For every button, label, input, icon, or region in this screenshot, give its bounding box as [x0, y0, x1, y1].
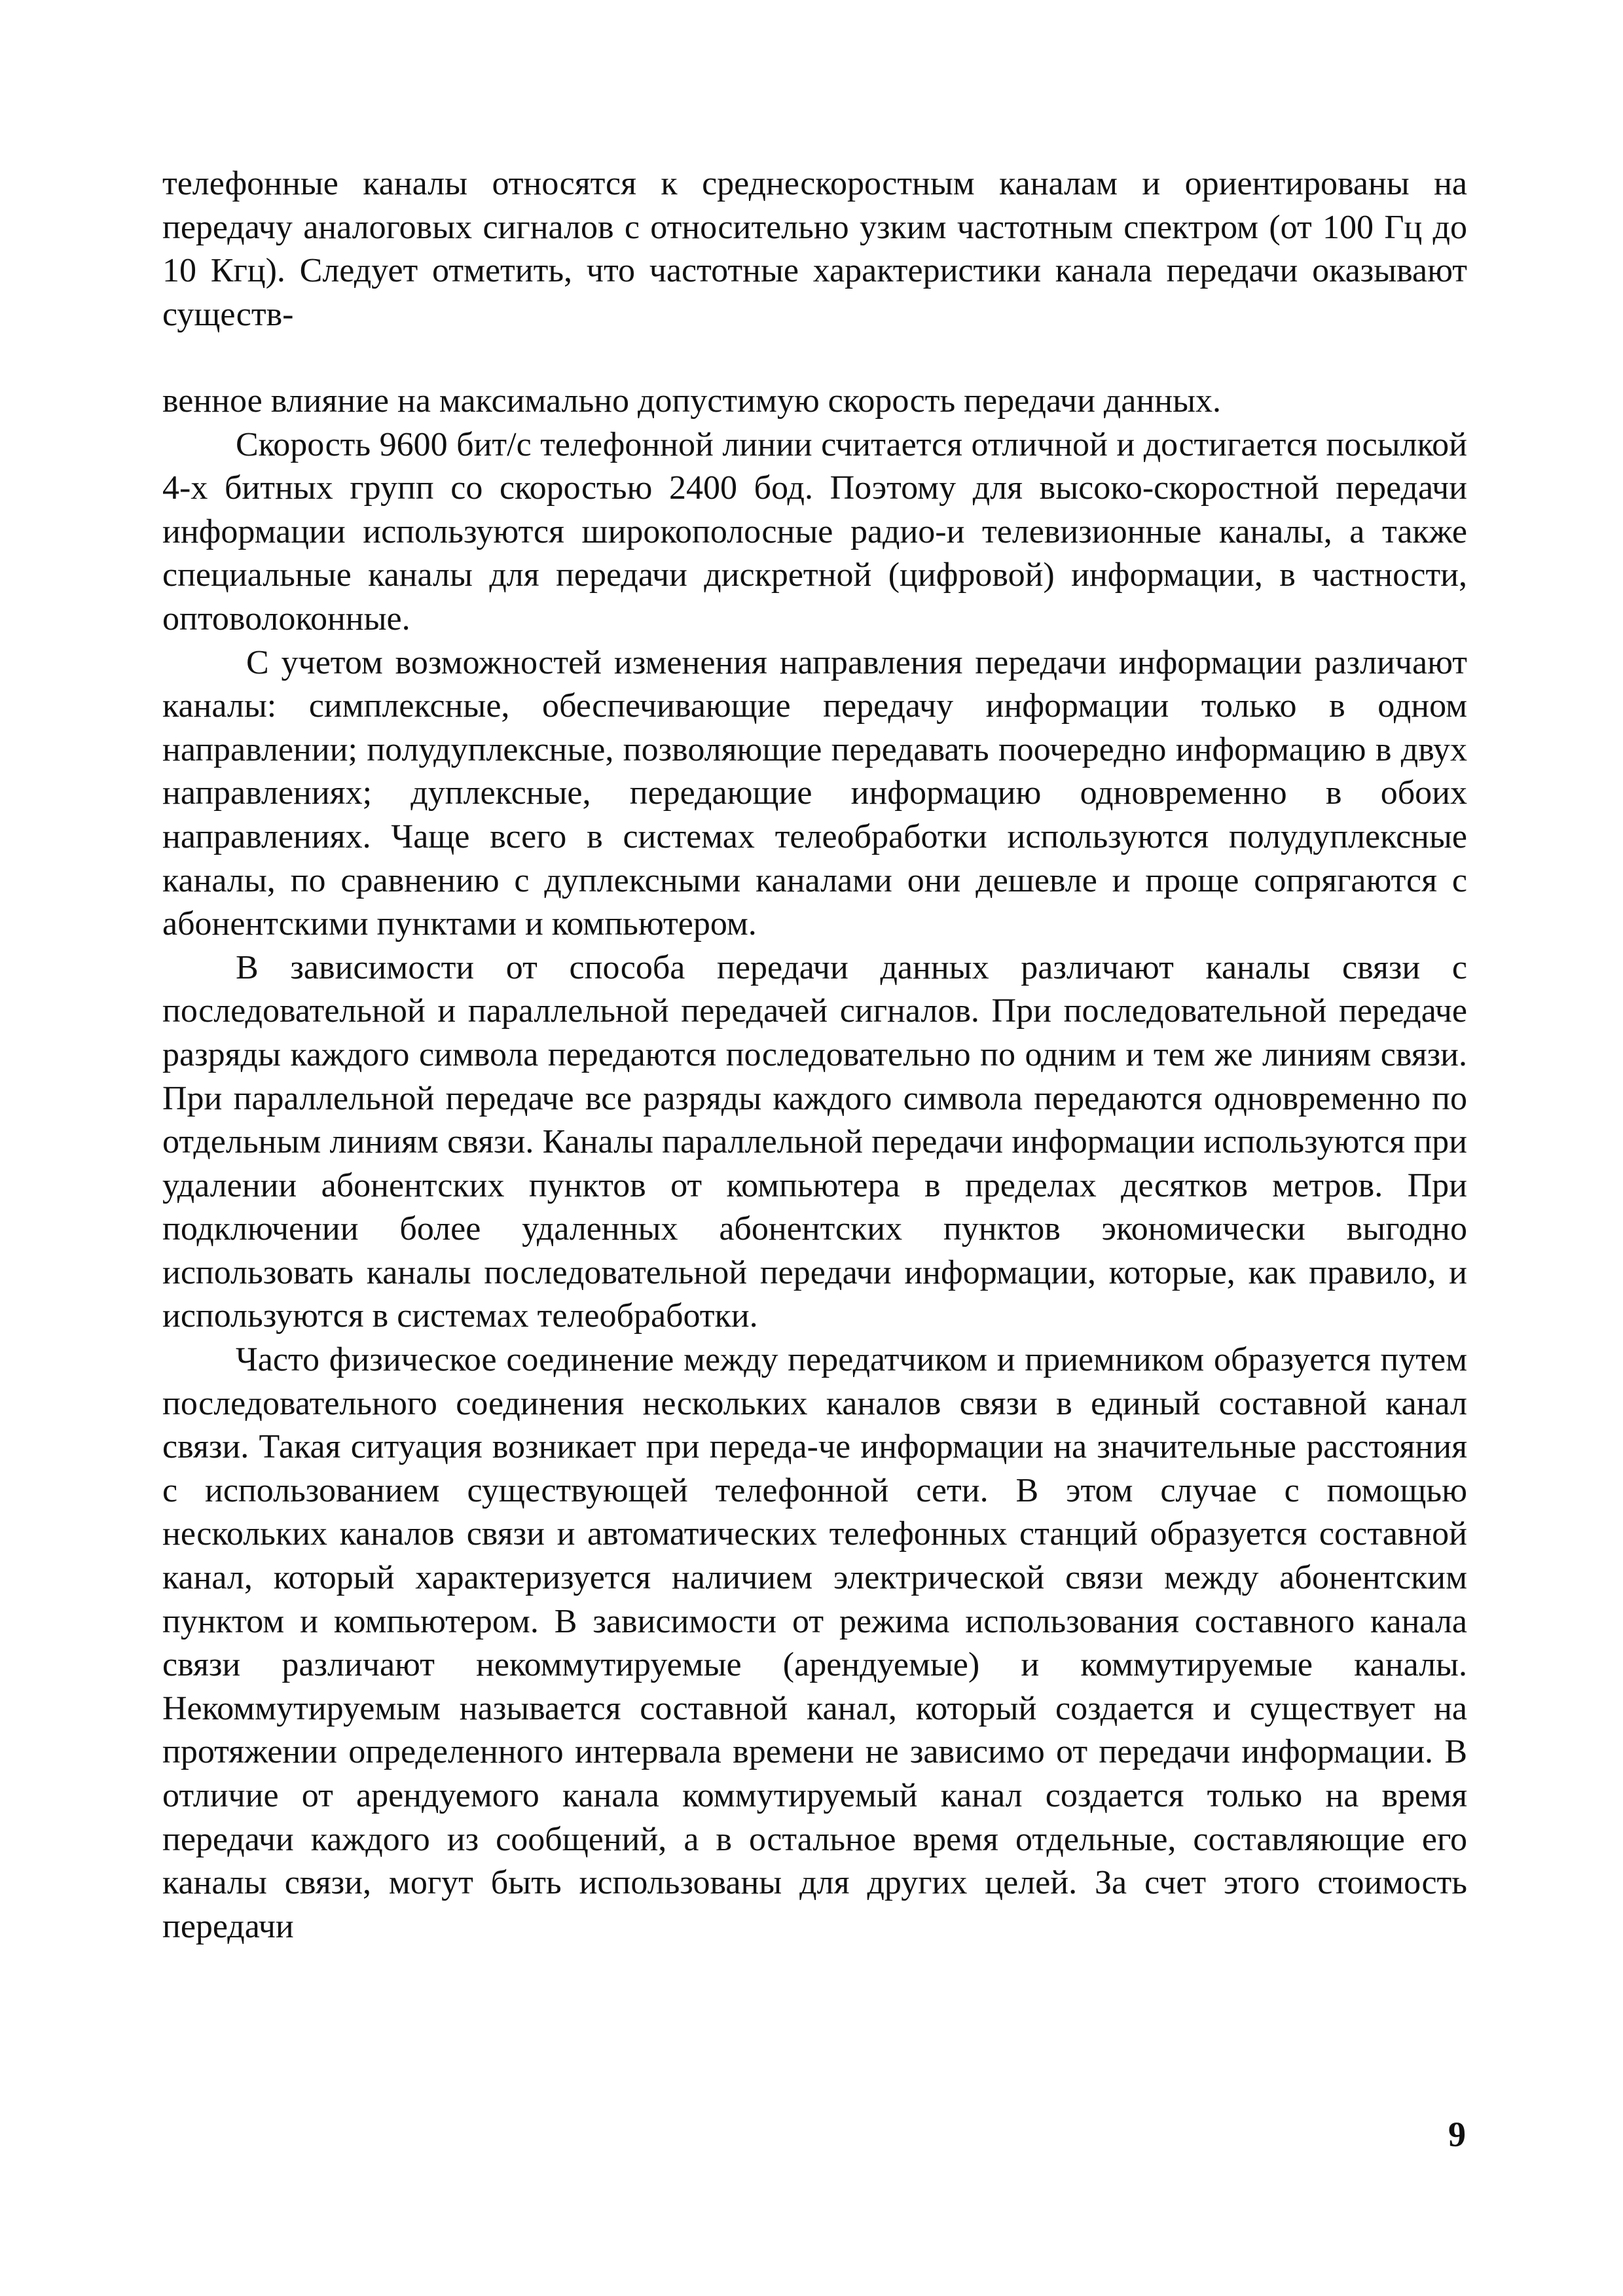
page-number: 9 — [1448, 2115, 1466, 2154]
paragraph-1: телефонные каналы относятся к среднескоростным каналам и ориентированы на передачу аналоговых сигналов с относительно узким частотным спектром (от 100 Гц до 10 Кгц). Следует отметить, что частотные характеристики канала передачи оказывают существ- — [162, 165, 1467, 333]
main-text-block — [162, 380, 1467, 1948]
paragraph-3: Скорость 9600 бит/с телефонной линии считается отличной и достигается посылкой 4-х битных групп со скоростью 2400 бод. Поэтому для высоко-скоростной передачи информации используются широкополосные радио-и телевизионные каналы, а также специальные каналы для передачи дискретной (цифровой) информации, в частности, оптоволоконные. — [162, 425, 1467, 637]
top-text-block — [162, 162, 1467, 336]
paragraph-4: С учетом возможностей изменения направления передачи информации различают каналы: симплексные, обеспечивающие передачу информации только в одном направлении; полудуплексные, позволяющие передавать поочередно информацию в двух направлениях; дуплексные, передающие информацию одновременно в обоих направлениях. Чаще всего в системах телеобработки используются полудуплексные каналы, по сравнению с дуплексными каналами они дешевле и проще сопрягаются с абонентскими пунктами и компьютером. — [162, 643, 1467, 943]
paragraph-5: В зависимости от способа передачи данных различают каналы связи с последовательной и параллельной передачей сигналов. При последовательной передаче разряды каждого символа передаются последовательно по одним и тем же линиям связи. При параллельной передаче все разряды каждого символа передаются одновременно по отдельным линиям связи. Каналы параллельной передачи информации используются при удалении абонентских пунктов от компьютера в пределах десятков метров. При подключении более удаленных абонентских пунктов экономически выгодно использовать каналы последовательной передачи информации, которые, как правило, и используются в системах телеобработки. — [162, 948, 1467, 1335]
paragraph-2: венное влияние на максимально допустимую скорость передачи данных. — [162, 382, 1222, 420]
paragraph-6: Часто физическое соединение между передатчиком и приемником образуется путем последовательного соединения нескольких каналов связи в единый составной канал связи. Такая ситуация возникает при переда-че информации на значительные расстояния с использованием существующей телефонной сети. В этом случае с помощью нескольких каналов связи и автоматических телефонных станций образуется составной канал, который характеризуется наличием электрической связи между абонентским пунктом и компьютером. В зависимости от режима использования составного канала связи различают некоммутируемые (арендуемые) и коммутируемые каналы. Некоммутируемым называется составной канал, который создается и существует на протяжении определенного интервала времени не зависимо от передачи информации. В отличие от арендуемого канала коммутируемый канал создается только на время передачи каждого из сообщений, а в остальное время отдельные, составляющие его каналы связи, могут быть использованы для других целей. За счет этого стоимость передачи — [162, 1341, 1467, 1945]
